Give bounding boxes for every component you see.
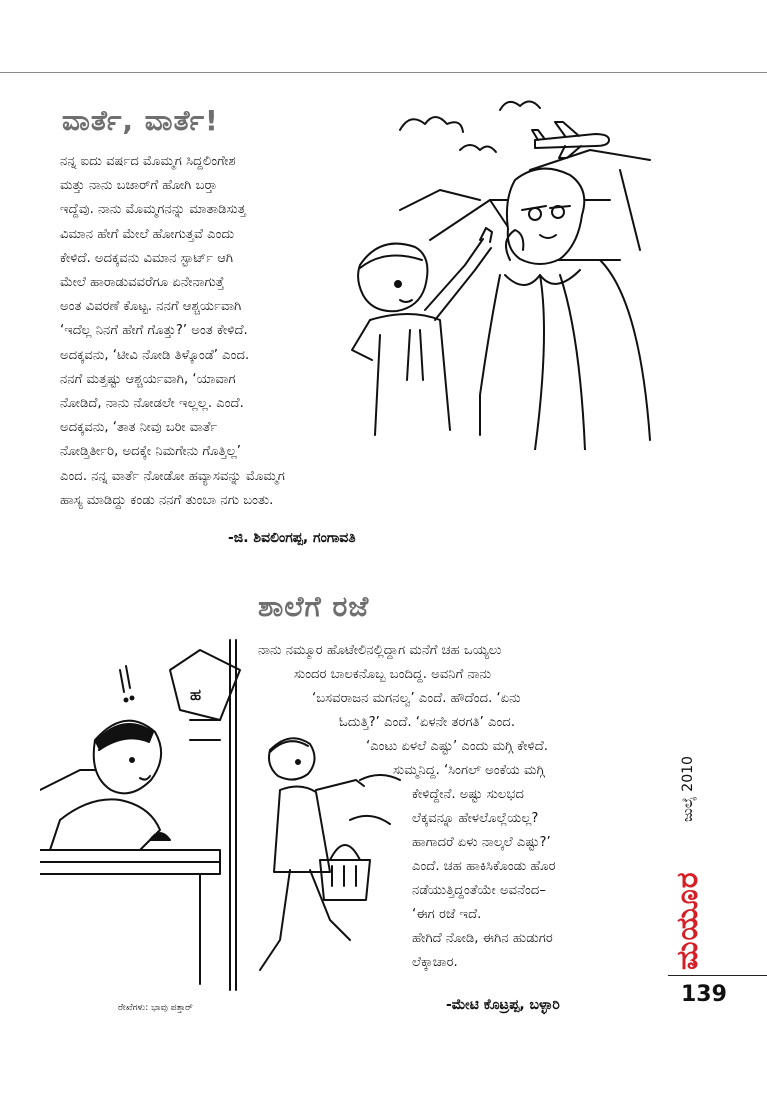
- issue-date: ಜುಲೈ 2010: [680, 756, 696, 822]
- issue-date-wrap: [672, 756, 702, 860]
- story1-line: ಹಾಸ್ಯ ಮಾಡಿದ್ದು ಕಂಡು ನನಗೆ ತುಂಬಾ ನಗು ಬಂತು.: [60, 492, 274, 508]
- illustration-credit: ರೇಖೆಗಳು: ಭಾವು ಪತ್ತಾರ್: [118, 1003, 193, 1013]
- story2-line: ನಡೆಯುತ್ತಿದ್ದಂತೆಯೇ ಅವನೆಂದ–: [412, 883, 546, 898]
- story2-title: ಶಾಲೆಗೆ ರಜೆ: [258, 590, 370, 623]
- story1-line: ಇದ್ದೆವು. ನಾನು ಮೊಮ್ಮಗನನ್ನು ಮಾತಾಡಿಸುತ್ತ: [60, 202, 246, 218]
- story1-line: ಅದಕ್ಕವನು, ‘ಟೀವಿ ನೋಡಿ ತಿಳ್ಕೊಂಡೆ’ ಎಂದ.: [60, 347, 250, 363]
- story1-line: ಅಂತ ವಿವರಣೆ ಕೊಟ್ಟ. ನನಗೆ ಆಶ್ಚರ್ಯವಾಗಿ: [60, 299, 242, 315]
- sidebar-rule: [668, 975, 767, 976]
- story2-line: ‘ಎಂಟು ಏಳಲೆ ಎಷ್ಟು’ ಎಂದು ಮಗ್ಗಿ ಕೇಳಿದೆ.: [366, 739, 548, 754]
- hanging-sign-letter: ಹ: [190, 685, 202, 704]
- story2-line: ಲೆಕ್ಕವನ್ನೂ ಹೇಳಲೊಲ್ಲೆಯಲ್ಲ?: [412, 811, 539, 826]
- story2-line: ಓದುತ್ತಿ?’ ಎಂದೆ. ‘ಏಳನೇ ತರಗತಿ’ ಎಂದ.: [339, 715, 516, 730]
- story2-line: ಲೆಕ್ಕಾಚಾರ.: [412, 955, 458, 970]
- story2-line: ಹೇಗಿದೆ ನೋಡಿ, ಈಗಿನ ಹುಡುಗರ: [412, 931, 553, 946]
- story2-line: ಎಂದೆ. ಚಹ ಹಾಕಿಸಿಕೊಂಡು ಹೊರ: [412, 859, 556, 874]
- story2-line: ‘ಬಸವರಾಜನ ಮಗನಲ್ವ’ ಎಂದೆ. ಹೌದೆಂದ. ‘ಏನು: [312, 691, 521, 706]
- story2-line: ನಾನು ನಮ್ಮೂರ ಹೊಟೇಲಿನಲ್ಲಿದ್ದಾಗ ಮನೆಗೆ ಚಹ ಒಯ್ಯಲು: [258, 643, 502, 658]
- story1-line: ವಿಮಾನ ಹೇಗೆ ಮೇಲೆ ಹೋಗುತ್ತವೆ ಎಂದು: [60, 226, 235, 242]
- page-number: 139: [681, 982, 727, 1007]
- magazine-brand-wrap: [670, 870, 710, 970]
- story2-line: ಸುಂದರ ಬಾಲಕನೊಬ್ಬ ಬಂದಿದ್ದ. ಅವನಿಗೆ ನಾನು: [294, 667, 492, 682]
- story2-line: ಕೇಳಿದ್ದೇನೆ. ಅಷ್ಟು ಸುಲಭದ: [412, 787, 524, 802]
- story2-line: ‘ಈಗ ರಜೆ ಇದೆ.: [412, 907, 482, 922]
- story1-line: ನೋಡಿದೆ, ನಾನು ನೋಡಲೇ ಇಲ್ಲಲ್ಲ. ಎಂದೆ.: [60, 396, 244, 412]
- story1-line: ‘ಇದೆಲ್ಲ ನಿನಗೆ ಹೇಗೆ ಗೊತ್ತು?’ ಅಂತ ಕೇಳಿದೆ.: [60, 323, 248, 339]
- story1-line: ನೋಡ್ತಿರ್ತೀರಿ, ಅದಕ್ಕೇ ನಿಮಗೇನು ಗೊತ್ತಿಲ್ಲ’: [60, 444, 241, 460]
- story1-line: ನನ್ನ ಐದು ವರ್ಷದ ಮೊಮ್ಮಗ ಸಿದ್ದಲಿಂಗೇಶ: [60, 154, 236, 169]
- story2-line: ಸುಮ್ಮನಿದ್ದ. ‘ಸಿಂಗಲ್ ಅಂಕೆಯ ಮಗ್ಗಿ: [393, 763, 545, 778]
- story1-line: ಕೇಳಿದೆ. ಅದಕ್ಕವನು ವಿಮಾನ ಸ್ಟಾರ್ಟ್ ಆಗಿ: [60, 250, 234, 266]
- story1-line: ನನಗೆ ಮತ್ತಷ್ಟು ಆಶ್ಚರ್ಯವಾಗಿ, ‘ಯಾವಾಗ: [60, 371, 236, 387]
- story1-line: ಮತ್ತು ನಾನು ಬಜಾರ್‌ಗೆ ಹೋಗಿ ಬರ್‍ತಾ: [60, 178, 218, 194]
- story1-line: ಎಂದ. ನನ್ನ ವಾರ್ತೆ ನೋಡೋ ಹವ್ಯಾಸವನ್ನು ಮೊಮ್ಮಗ: [60, 468, 285, 484]
- story1-line: ಅದಕ್ಕವನು, ‘ತಾತ ನೀವು ಬರೀ ವಾರ್ತೆ: [60, 420, 218, 436]
- story2-illustration: [40, 630, 410, 1000]
- story1-title: ವಾರ್ತೆ, ವಾರ್ತೆ!: [62, 104, 219, 137]
- magazine-brand: ಮಯೂರ: [670, 871, 705, 970]
- story2-signature: -ಮೇಟಿ ಕೊಟ್ರಪ್ಪ, ಬಳ್ಳಾರಿ: [446, 997, 560, 1013]
- story1-line: ಮೇಲೆ ಹಾರಾಡುವವರೆಗೂ ಏನೇನಾಗುತ್ತೆ: [60, 275, 225, 291]
- story1-illustration: [340, 90, 670, 450]
- top-rule: [0, 72, 767, 73]
- story1-signature: -ಜಿ. ಶಿವಲಿಂಗಪ್ಪ, ಗಂಗಾವತಿ: [228, 530, 356, 546]
- story2-line: ಹಾಗಾದರೆ ಏಳು ನಾಲ್ಕಲೆ ಎಷ್ಟು?’: [412, 835, 551, 850]
